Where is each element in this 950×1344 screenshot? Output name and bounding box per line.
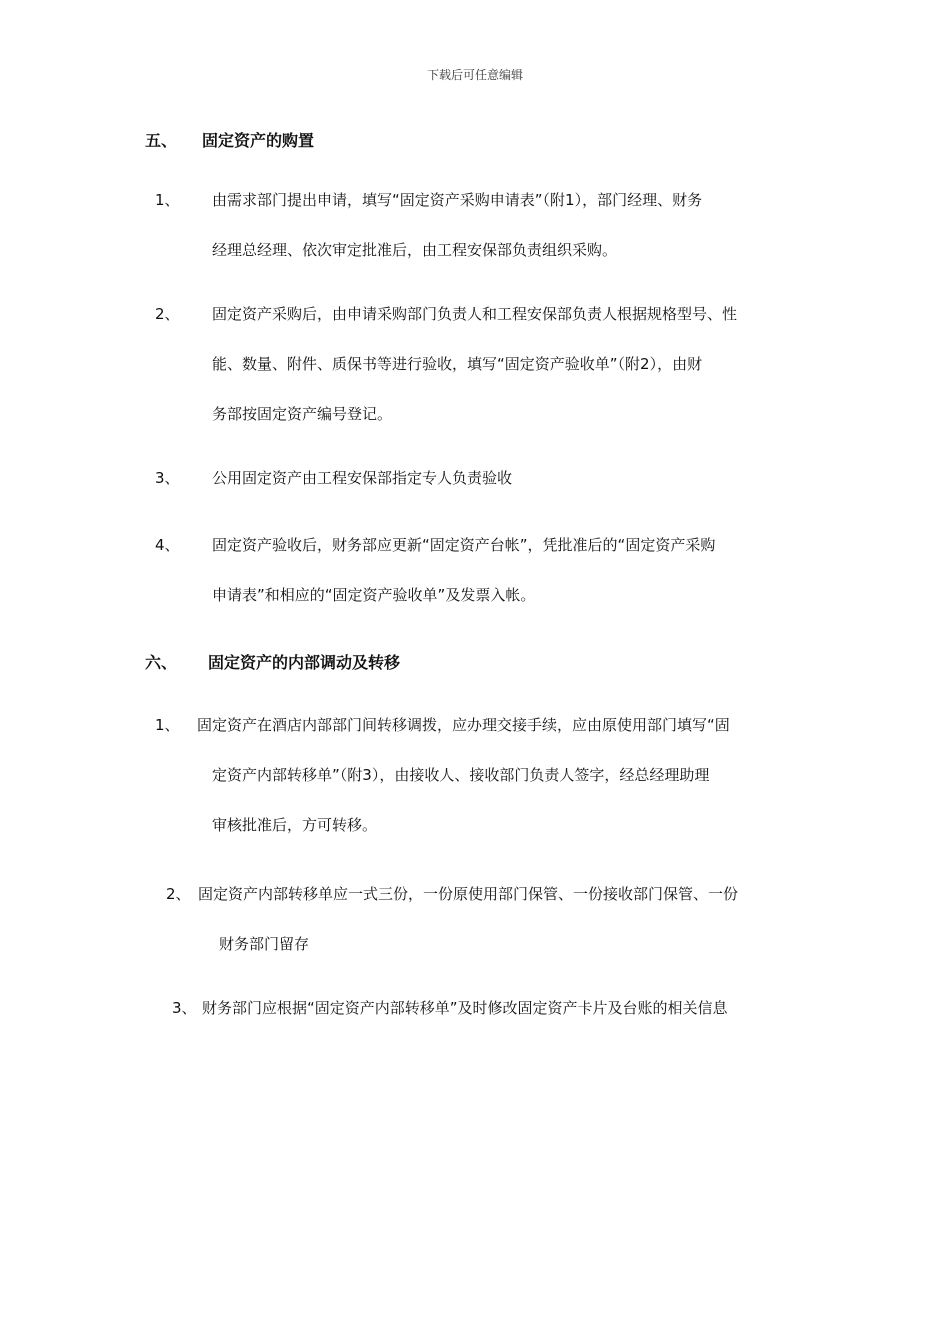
item-text-line: 定资产内部转移单”（附3），由接收人、接收部门负责人签字，经总经理助理 xyxy=(212,766,710,784)
item-text-line: 经理总经理、依次审定批准后，由工程安保部负责组织采购。 xyxy=(212,241,618,259)
item-number: 4、 xyxy=(155,536,180,554)
header-note: 下载后可任意编辑 xyxy=(426,68,523,82)
item-text-line: 固定资产采购后，由申请采购部门负责人和工程安保部负责人根据规格型号、性 xyxy=(212,305,738,323)
item-text-line: 固定资产验收后，财务部应更新“固定资产台帐”，凭批准后的“固定资产采购 xyxy=(212,536,716,554)
item-number: 2、 xyxy=(166,885,191,903)
item-text-line: 务部按固定资产编号登记。 xyxy=(212,405,393,423)
item-number: 3、 xyxy=(172,999,197,1017)
item-text-line: 能、数量、附件、质保书等进行验收，填写“固定资产验收单”（附2），由财 xyxy=(212,355,703,373)
section-heading: 固定资产的内部调动及转移 xyxy=(208,653,401,672)
item-text-line: 财务部门应根据“固定资产内部转移单”及时修改固定资产卡片及台账的相关信息 xyxy=(202,999,728,1017)
item-text-line: 固定资产内部转移单应一式三份，一份原使用部门保管、一份接收部门保管、一份 xyxy=(198,885,739,903)
item-text-line: 审核批准后，方可转移。 xyxy=(212,816,378,834)
section-heading: 固定资产的购置 xyxy=(202,131,315,150)
item-text-line: 财务部门留存 xyxy=(219,935,310,953)
section-number: 六、 xyxy=(145,653,178,672)
item-text-line: 公用固定资产由工程安保部指定专人负责验收 xyxy=(212,469,513,487)
item-number: 3、 xyxy=(155,469,180,487)
item-text-line: 由需求部门提出申请，填写“固定资产采购申请表”（附1），部门经理、财务 xyxy=(212,191,703,209)
item-number: 1、 xyxy=(155,191,180,209)
item-text-line: 固定资产在酒店内部部门间转移调拨，应办理交接手续，应由原使用部门填写“固 xyxy=(197,716,730,734)
item-number: 2、 xyxy=(155,305,180,323)
item-text-line: 申请表”和相应的“固定资产验收单”及发票入帐。 xyxy=(212,586,536,604)
section-number: 五、 xyxy=(145,131,178,150)
item-number: 1、 xyxy=(155,716,180,734)
